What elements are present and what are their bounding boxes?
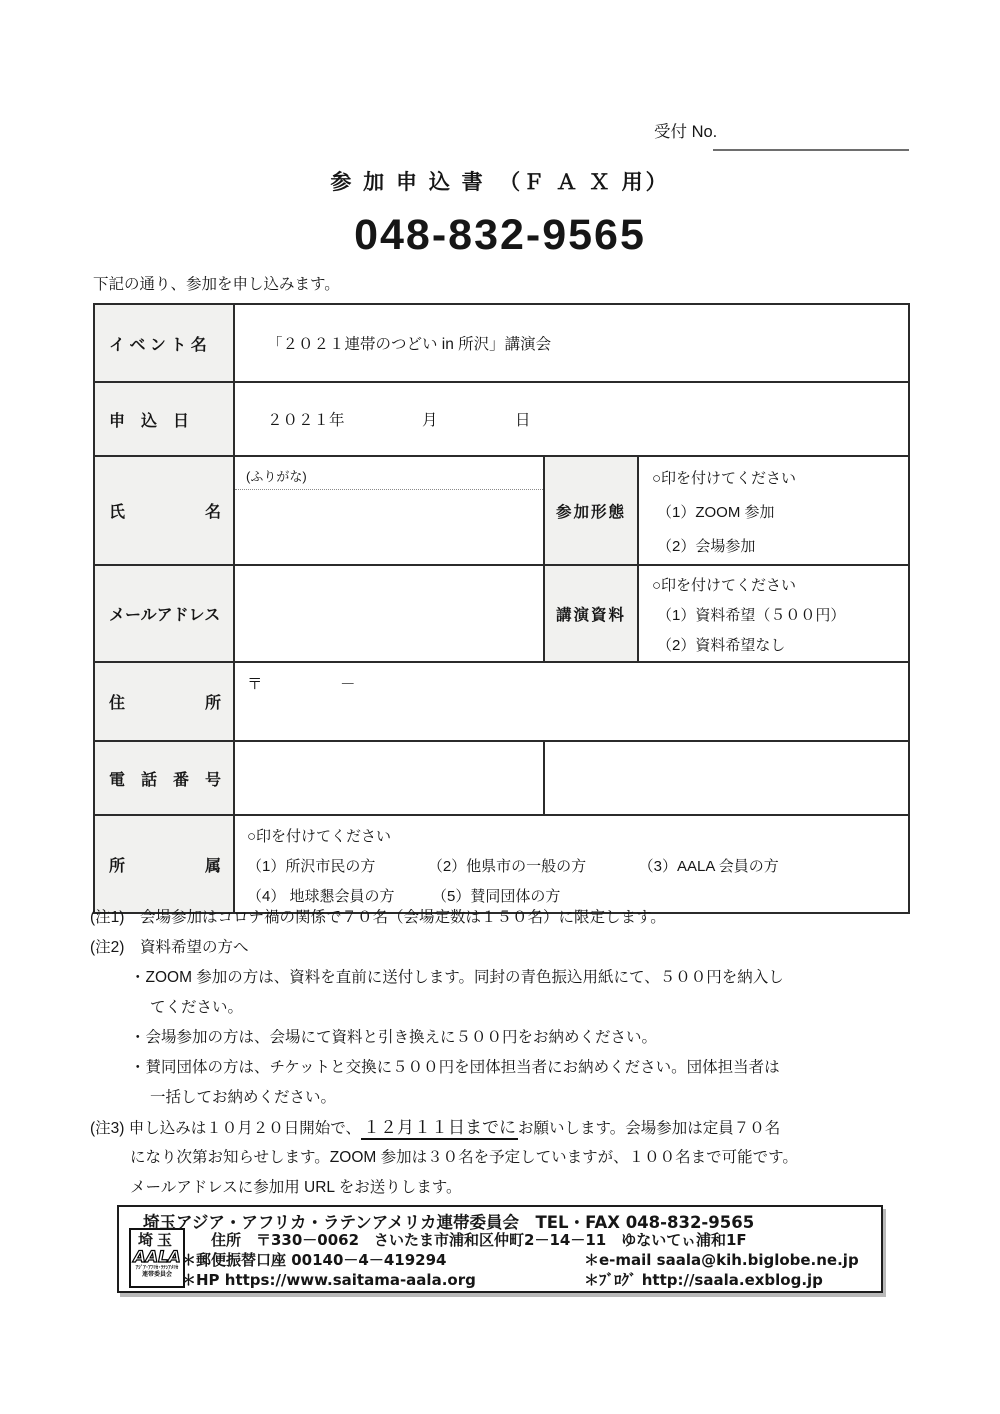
note3-pre: (注3) 申し込みは１０月２０日開始で、 <box>90 1120 361 1137</box>
note2-bullet-zoom: ・ZOOM 参加の方は、資料を直前に送付します。同封の青色振込用紙にて、５００円を納入し <box>130 969 784 986</box>
event-name-value: 「２０２１連帯のつどい in 所沢」講演会 <box>234 304 909 382</box>
note3-cont-2: メールアドレスに参加用 URL をお送りします。 <box>130 1179 462 1196</box>
materials-label: 講演資料 <box>544 565 638 662</box>
participation-options <box>638 456 909 565</box>
note1-text: (注1) 会場参加はコロナ禍の関係で７０名（会場定数は１５０名）に限定します。 <box>90 909 666 926</box>
logo-aala-text: AALA <box>133 1247 181 1266</box>
participation-instruction: ○印を付けてください <box>652 470 797 487</box>
reception-blank-line <box>713 149 909 151</box>
fax-number: 048-832-9565 <box>354 211 646 259</box>
affiliation-options-line2: （4） 地球懇会員の方 （5）賛同団体の方 <box>247 888 561 905</box>
application-date-label: 申 込 日 <box>94 382 234 456</box>
footer-org-tel-line: 埼玉アジア・アフリカ・ラテンアメリカ連帯委員会 TEL・FAX 048-832-9565 <box>143 1213 755 1232</box>
application-date-value: ２０２１年 月 日 <box>234 382 909 456</box>
name-label: 氏 名 <box>94 456 234 565</box>
affiliation-options-line1: （1）所沢市民の方 （2）他県市の一般の方 （3）AALA 会員の方 <box>247 858 779 875</box>
affiliation-instruction: ○印を付けてください <box>247 828 392 845</box>
footer-email: ＊e-mail saala@kih.biglobe.ne.jp <box>584 1251 859 1269</box>
affiliation-label: 所 属 <box>94 815 234 913</box>
aala-logo <box>129 1228 185 1288</box>
footer-address-line: 住所 〒330－0062 さいたま市浦和区仲町2－14－11 ゆないてぃ浦和1F <box>211 1231 747 1249</box>
affiliation-options <box>234 815 909 913</box>
logo-subtext-1: ｱｼﾞｱ･ｱﾌﾘｶ･ﾗﾃﾝｱﾒﾘｶ <box>135 1265 179 1271</box>
footer-postal-account: ＊郵便振替口座 00140－4－419294 <box>181 1251 447 1269</box>
note2-bullet-zoom-cont: てください。 <box>150 999 244 1016</box>
phone-label: 電 話 番 号 <box>94 741 234 815</box>
event-name-label: イ ベ ン ト 名 <box>94 304 234 382</box>
note3-cont-1: になり次第お知らせします。ZOOM 参加は３０名を予定していますが、１００名まで可能です。 <box>130 1149 798 1166</box>
footer-blog: ＊ﾌﾞﾛｸﾞ http://saala.exblog.jp <box>584 1271 823 1289</box>
note3-deadline-underline: １２月１１日までに <box>361 1118 518 1140</box>
organization-footer <box>117 1205 883 1293</box>
note2-bullet-group: ・賛同団体の方は、チケットと交換に５００円を団体担当者にお納めください。団体担当者は <box>130 1059 780 1076</box>
address-label: 住 所 <box>94 662 234 741</box>
intro-text: 下記の通り、参加を申し込みます。 <box>93 276 340 293</box>
note2-heading: (注2) 資料希望の方へ <box>90 939 249 956</box>
materials-options <box>638 565 909 662</box>
notes-section <box>90 903 915 1203</box>
application-table <box>93 303 910 914</box>
participation-option-zoom: （1）ZOOM 参加 <box>657 504 775 521</box>
note2-bullet-group-cont: 一括してお納めください。 <box>150 1089 337 1106</box>
page-title: 参 加 申 込 書 （Ｆ Ａ Ｘ 用） <box>330 171 670 194</box>
materials-option-none: （2）資料希望なし <box>657 637 786 654</box>
phone-extra-area <box>544 741 909 815</box>
materials-instruction: ○印を付けてください <box>652 577 797 594</box>
furigana-label: (ふりがな) <box>235 457 543 490</box>
logo-saitama-text: 埼玉 <box>137 1232 176 1249</box>
participation-type-label: 参加形態 <box>544 456 638 565</box>
phone-input-area <box>234 741 544 815</box>
participation-option-venue: （2）会場参加 <box>657 538 756 555</box>
reception-no-label: 受付 No. <box>654 123 718 141</box>
note3-text <box>90 1113 915 1143</box>
footer-homepage: ＊HP https://www.saitama-aala.org <box>181 1271 476 1289</box>
name-field <box>234 456 544 565</box>
email-label: メールアドレス <box>94 565 234 662</box>
note2-bullet-venue: ・会場参加の方は、会場にて資料と引き換えに５００円をお納めください。 <box>130 1029 658 1046</box>
address-value: 〒 － <box>234 662 909 741</box>
email-input-area <box>234 565 544 662</box>
note3-post: お願いします。会場参加は定員７０名 <box>517 1120 781 1137</box>
logo-subtext-2: 連帯委員会 <box>141 1271 172 1278</box>
materials-option-paid: （1）資料希望（５００円） <box>657 607 846 624</box>
